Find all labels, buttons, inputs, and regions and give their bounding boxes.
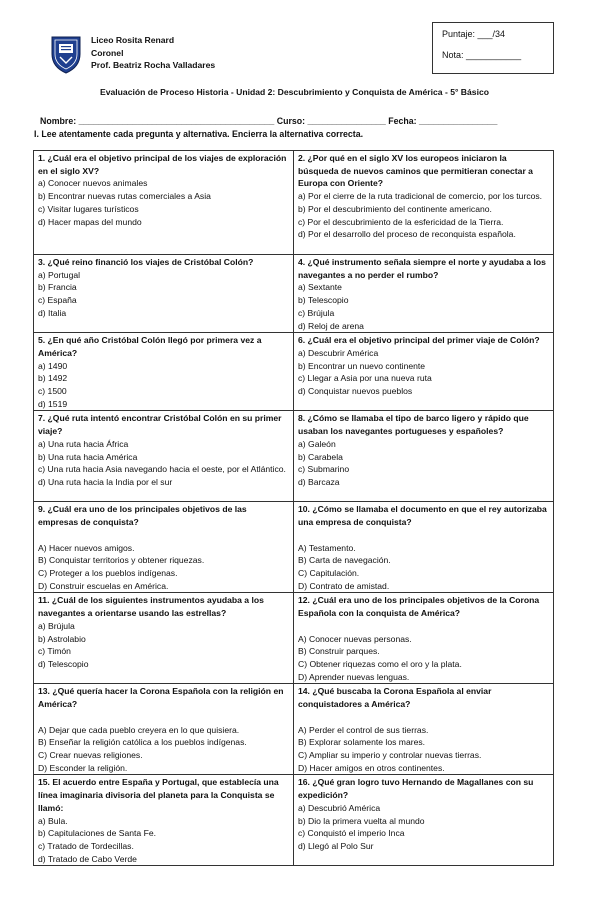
answer-option[interactable]: a) Una ruta hacia África xyxy=(38,438,129,449)
question-text: 2. ¿Por qué en el siglo XV los europeos iniciaron la búsqueda de nuevos caminos que permitieran conectar a Europa con Oriente? xyxy=(298,153,533,189)
answer-option[interactable]: c) Submarino xyxy=(298,464,350,475)
answer-option[interactable]: d) Llegó al Polo Sur xyxy=(298,840,374,851)
question-text: 5. ¿En qué año Cristóbal Colón llegó por primera vez a América? xyxy=(38,335,262,358)
answer-option[interactable]: d) Por el desarrollo del proceso de reconquista española. xyxy=(298,229,516,240)
answer-option[interactable]: c) Por el descubrimiento de la esfericidad de la Tierra. xyxy=(298,216,504,227)
answer-option[interactable]: a) Por el cierre de la ruta tradicional de comercio, por los turcos. xyxy=(298,191,543,202)
question-text: 15. El acuerdo entre España y Portugal, que establecía una línea imaginaria divisoria del planeta para la Conquista se llamó: xyxy=(38,777,279,813)
table-row xyxy=(34,502,554,593)
question-text: 16. ¿Qué gran logro tuvo Hernando de Magallanes con su expedición? xyxy=(298,777,534,801)
question-text: 3. ¿Qué reino financió los viajes de Cristóbal Colón? xyxy=(38,257,254,267)
answer-option[interactable]: c) Tratado de Tordecillas. xyxy=(38,840,134,851)
question-text: 8. ¿Cómo se llamaba el tipo de barco ligero y rápido que usaban los navegantes portugueses y españoles? xyxy=(298,413,529,437)
answer-option[interactable]: C) Proteger a los pueblos indígenas. xyxy=(38,567,178,578)
answer-option[interactable]: D) Hacer amigos en otros continentes. xyxy=(298,762,445,773)
question-cell xyxy=(294,151,554,255)
answer-option[interactable]: D) Aprender nuevas lenguas. xyxy=(298,671,410,682)
answer-option[interactable]: D) Contrato de amistad. xyxy=(298,580,390,591)
answer-option[interactable]: C) Crear nuevas religiones. xyxy=(38,749,143,760)
answer-option[interactable]: a) Portugal xyxy=(38,269,81,280)
questions-table xyxy=(33,150,554,866)
answer-option[interactable]: c) Llegar a Asia por una nueva ruta xyxy=(298,373,432,384)
answer-option[interactable]: a) Descubrir América xyxy=(298,347,379,358)
answer-option[interactable]: b) 1492 xyxy=(38,373,68,384)
answer-option[interactable]: C) Ampliar su imperio y controlar nuevas tierras. xyxy=(298,749,482,760)
answer-option[interactable]: d) 1519 xyxy=(38,398,68,409)
table-row xyxy=(34,411,554,502)
question-cell xyxy=(34,333,294,411)
answer-option[interactable]: b) Dio la primera vuelta al mundo xyxy=(298,815,425,826)
answer-option[interactable]: C) Capitulación. xyxy=(298,567,360,578)
answer-option[interactable]: c) Visitar lugares turísticos xyxy=(38,203,139,214)
question-text: 4. ¿Qué instrumento señala siempre el norte y ayudaba a los navegantes a no perder el rumbo? xyxy=(298,257,546,280)
question-text: 14. ¿Qué buscaba la Corona Española al enviar conquistadores a América? xyxy=(298,686,492,710)
answer-option[interactable]: d) Conquistar nuevos pueblos xyxy=(298,386,413,397)
question-text: 11. ¿Cuál de los siguientes instrumentos ayudaba a los navegantes a orientarse usando las estrellas? xyxy=(38,595,264,619)
page-title: Evaluación de Proceso Historia - Unidad 2: Descubrimiento y Conquista de América - 5° Básico xyxy=(100,87,489,97)
answer-option[interactable]: a) Brújula xyxy=(38,620,75,631)
question-cell xyxy=(34,593,294,684)
answer-option[interactable]: a) Bula. xyxy=(38,815,68,826)
answer-option[interactable]: B) Carta de navegación. xyxy=(298,555,391,566)
question-cell xyxy=(34,411,294,502)
question-text: 13. ¿Qué quería hacer la Corona Española con la religión en América? xyxy=(38,686,284,710)
answer-option[interactable]: D) Construir escuelas en América. xyxy=(38,580,169,591)
answer-option[interactable]: a) 1490 xyxy=(38,360,68,371)
question-cell xyxy=(294,333,554,411)
answer-option[interactable]: A) Hacer nuevos amigos. xyxy=(38,542,135,553)
question-cell xyxy=(34,775,294,866)
table-row xyxy=(34,684,554,775)
table-row xyxy=(34,333,554,411)
answer-option[interactable]: B) Conquistar territorios y obtener riquezas. xyxy=(38,555,205,566)
table-row xyxy=(34,151,554,255)
question-cell xyxy=(294,775,554,866)
answer-option[interactable]: A) Testamento. xyxy=(298,542,356,553)
answer-option[interactable]: a) Galeón xyxy=(298,438,336,449)
answer-option[interactable]: b) Por el descubrimiento del continente americano. xyxy=(298,203,492,214)
answer-option[interactable]: B) Enseñar la religión católica a los pueblos indígenas. xyxy=(38,737,247,748)
answer-option[interactable]: B) Construir parques. xyxy=(298,646,380,657)
answer-option[interactable]: A) Perder el control de sus tierras. xyxy=(298,724,429,735)
answer-option[interactable]: a) Sextante xyxy=(298,282,342,293)
answer-option[interactable]: B) Explorar solamente los mares. xyxy=(298,737,426,748)
answer-option[interactable]: b) Encontrar nuevas rutas comerciales a Asia xyxy=(38,191,211,202)
question-cell xyxy=(294,593,554,684)
score-box xyxy=(432,22,554,74)
answer-option[interactable]: b) Una ruta hacia América xyxy=(38,451,138,462)
answer-option[interactable]: A) Dejar que cada pueblo creyera en lo que quisiera. xyxy=(38,724,240,735)
answer-option[interactable]: c) Brújula xyxy=(298,307,335,318)
answer-option[interactable]: b) Astrolabio xyxy=(38,633,86,644)
question-text: 6. ¿Cuál era el objetivo principal del primer viaje de Colón? xyxy=(298,335,540,346)
school-header xyxy=(91,34,215,72)
answer-option[interactable]: d) Barcaza xyxy=(298,476,340,487)
question-cell xyxy=(294,684,554,775)
instruction-text: I. Lee atentamente cada pregunta y alternativa. Encierra la alternativa correcta. xyxy=(34,129,364,139)
question-text: 12. ¿Cuál era uno de los principales objetivos de la Corona Española con la conquista de América? xyxy=(298,595,540,619)
answer-option[interactable]: d) Reloj de arena xyxy=(298,320,364,331)
question-text: 10. ¿Cómo se llamaba el documento en que el rey autorizaba una empresa de conquista? xyxy=(298,504,547,528)
answer-option[interactable]: C) Obtener riquezas como el oro y la plata. xyxy=(298,658,462,669)
answer-option[interactable]: d) Tratado de Cabo Verde xyxy=(38,853,137,864)
question-cell xyxy=(294,411,554,502)
answer-option[interactable]: a) Conocer nuevos animales xyxy=(38,178,148,189)
answer-option[interactable]: c) Timón xyxy=(38,646,71,657)
answer-option[interactable]: d) Italia xyxy=(38,307,67,318)
answer-option[interactable]: D) Esconder la religión. xyxy=(38,762,128,773)
answer-option[interactable]: b) Encontrar un nuevo continente xyxy=(298,360,426,371)
answer-option[interactable]: d) Telescopio xyxy=(38,658,89,669)
answer-option[interactable]: A) Conocer nuevas personas. xyxy=(298,633,412,644)
answer-option[interactable]: b) Telescopio xyxy=(298,295,349,306)
question-text: 7. ¿Qué ruta intentó encontrar Cristóbal Colón en su primer viaje? xyxy=(38,413,282,437)
question-cell xyxy=(294,255,554,333)
answer-option[interactable]: b) Francia xyxy=(38,282,77,293)
question-cell xyxy=(294,502,554,593)
question-cell xyxy=(34,502,294,593)
question-cell xyxy=(34,151,294,255)
grade-field: Nota: ___________ xyxy=(442,50,522,60)
answer-option[interactable]: c) 1500 xyxy=(38,386,67,397)
table-row xyxy=(34,255,554,333)
question-cell xyxy=(34,684,294,775)
answer-option[interactable]: d) Una ruta hacia la India por el sur xyxy=(38,476,173,487)
answer-option[interactable]: c) Una ruta hacia Asia navegando hacia el oeste, por el Atlántico. xyxy=(38,464,286,475)
student-info-line: Nombre: ________________________________________ Curso: ________________ Fecha: ________________ xyxy=(40,116,498,126)
school-city: Coronel xyxy=(91,47,124,58)
school-name: Liceo Rosita Renard xyxy=(91,35,175,45)
question-text: 1. ¿Cuál era el objetivo principal de los viajes de exploración en el siglo XV? xyxy=(38,153,287,176)
answer-option[interactable]: a) Descubrió América xyxy=(298,802,381,813)
table-row xyxy=(34,775,554,866)
teacher-name: Prof. Beatriz Rocha Valladares xyxy=(91,60,216,70)
answer-option[interactable]: c) España xyxy=(38,295,77,306)
answer-option[interactable]: d) Hacer mapas del mundo xyxy=(38,216,142,227)
answer-option[interactable]: b) Capitulaciones de Santa Fe. xyxy=(38,828,156,839)
score-field: Puntaje: ___/34 xyxy=(442,29,506,39)
answer-option[interactable]: c) Conquistó el imperio Inca xyxy=(298,828,405,839)
answer-option[interactable]: b) Carabela xyxy=(298,451,343,462)
question-cell xyxy=(34,255,294,333)
school-crest-icon xyxy=(50,34,82,74)
table-row xyxy=(34,593,554,684)
question-text: 9. ¿Cuál era uno de los principales objetivos de las empresas de conquista? xyxy=(38,504,247,528)
